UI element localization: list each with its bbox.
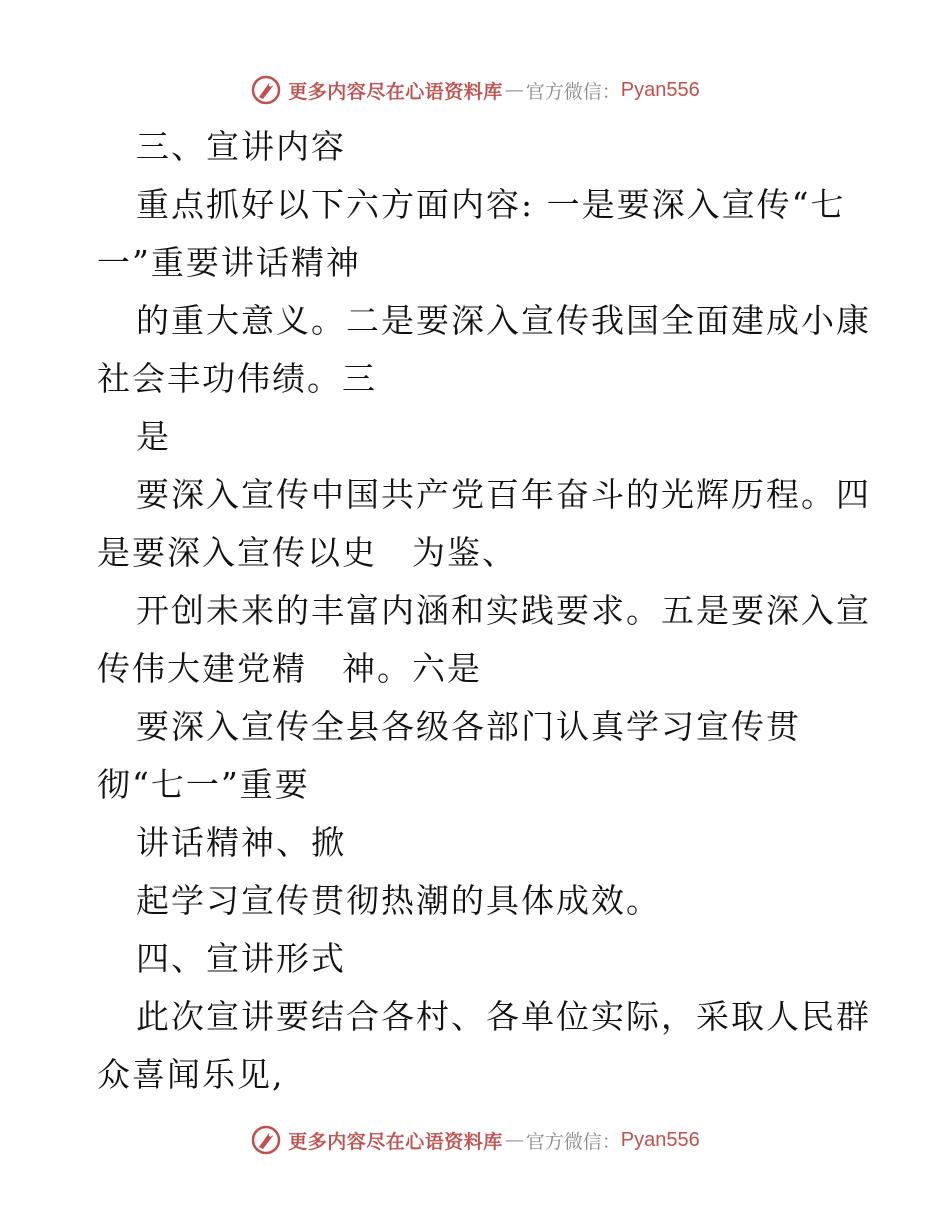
watermark-dash: — (504, 79, 524, 101)
section-heading: 四、宣讲形式 (136, 939, 346, 978)
watermark-wechat-label: 官方微信： (525, 1130, 621, 1153)
paragraph-line: 是 (136, 417, 171, 456)
watermark-site-name: 更多内容尽在心语资料库 (288, 80, 503, 103)
paragraph-line: 社会丰功伟绩。三 (97, 359, 377, 398)
watermark-wechat-label: 官方微信： (525, 80, 621, 103)
pen-logo-icon (250, 74, 282, 106)
pen-logo-icon (250, 1124, 282, 1156)
footer-watermark (0, 1120, 950, 1160)
section-heading: 三、宣讲内容 (136, 127, 346, 166)
watermark-wechat-handle: Pyan556 (620, 1128, 700, 1151)
paragraph-line: 此次宣讲要结合各村、各单位实际，采取人民群 (136, 997, 871, 1036)
paragraph-line: 要深入宣传中国共产党百年奋斗的光辉历程。四 (136, 475, 871, 514)
paragraph-line: 的重大意义。二是要深入宣传我国全面建成小康 (136, 301, 871, 340)
paragraph-line: 传伟大建党精 神。六是 (97, 649, 482, 688)
paragraph-line: 起学习宣传贯彻热潮的具体成效。 (136, 881, 661, 920)
paragraph-line: 重点抓好以下六方面内容: 一是要深入宣传“七 (136, 185, 846, 224)
paragraph-line: 一”重要讲话精神 (97, 243, 361, 282)
paragraph-line: 是要深入宣传以史 为鉴、 (97, 533, 517, 572)
paragraph-line: 众喜闻乐见, (97, 1055, 285, 1094)
header-watermark (0, 70, 950, 110)
paragraph-line: 要深入宣传全县各级各部门认真学习宣传贯 (136, 707, 801, 746)
watermark-site-name: 更多内容尽在心语资料库 (288, 1130, 503, 1153)
paragraph-line: 彻“七一”重要 (97, 765, 310, 804)
watermark-wechat-handle: Pyan556 (620, 78, 700, 101)
paragraph-line: 开创未来的丰富内涵和实践要求。五是要深入宣 (136, 591, 871, 630)
paragraph-line: 讲话精神、掀 (136, 823, 346, 862)
watermark-dash: — (504, 1129, 524, 1151)
